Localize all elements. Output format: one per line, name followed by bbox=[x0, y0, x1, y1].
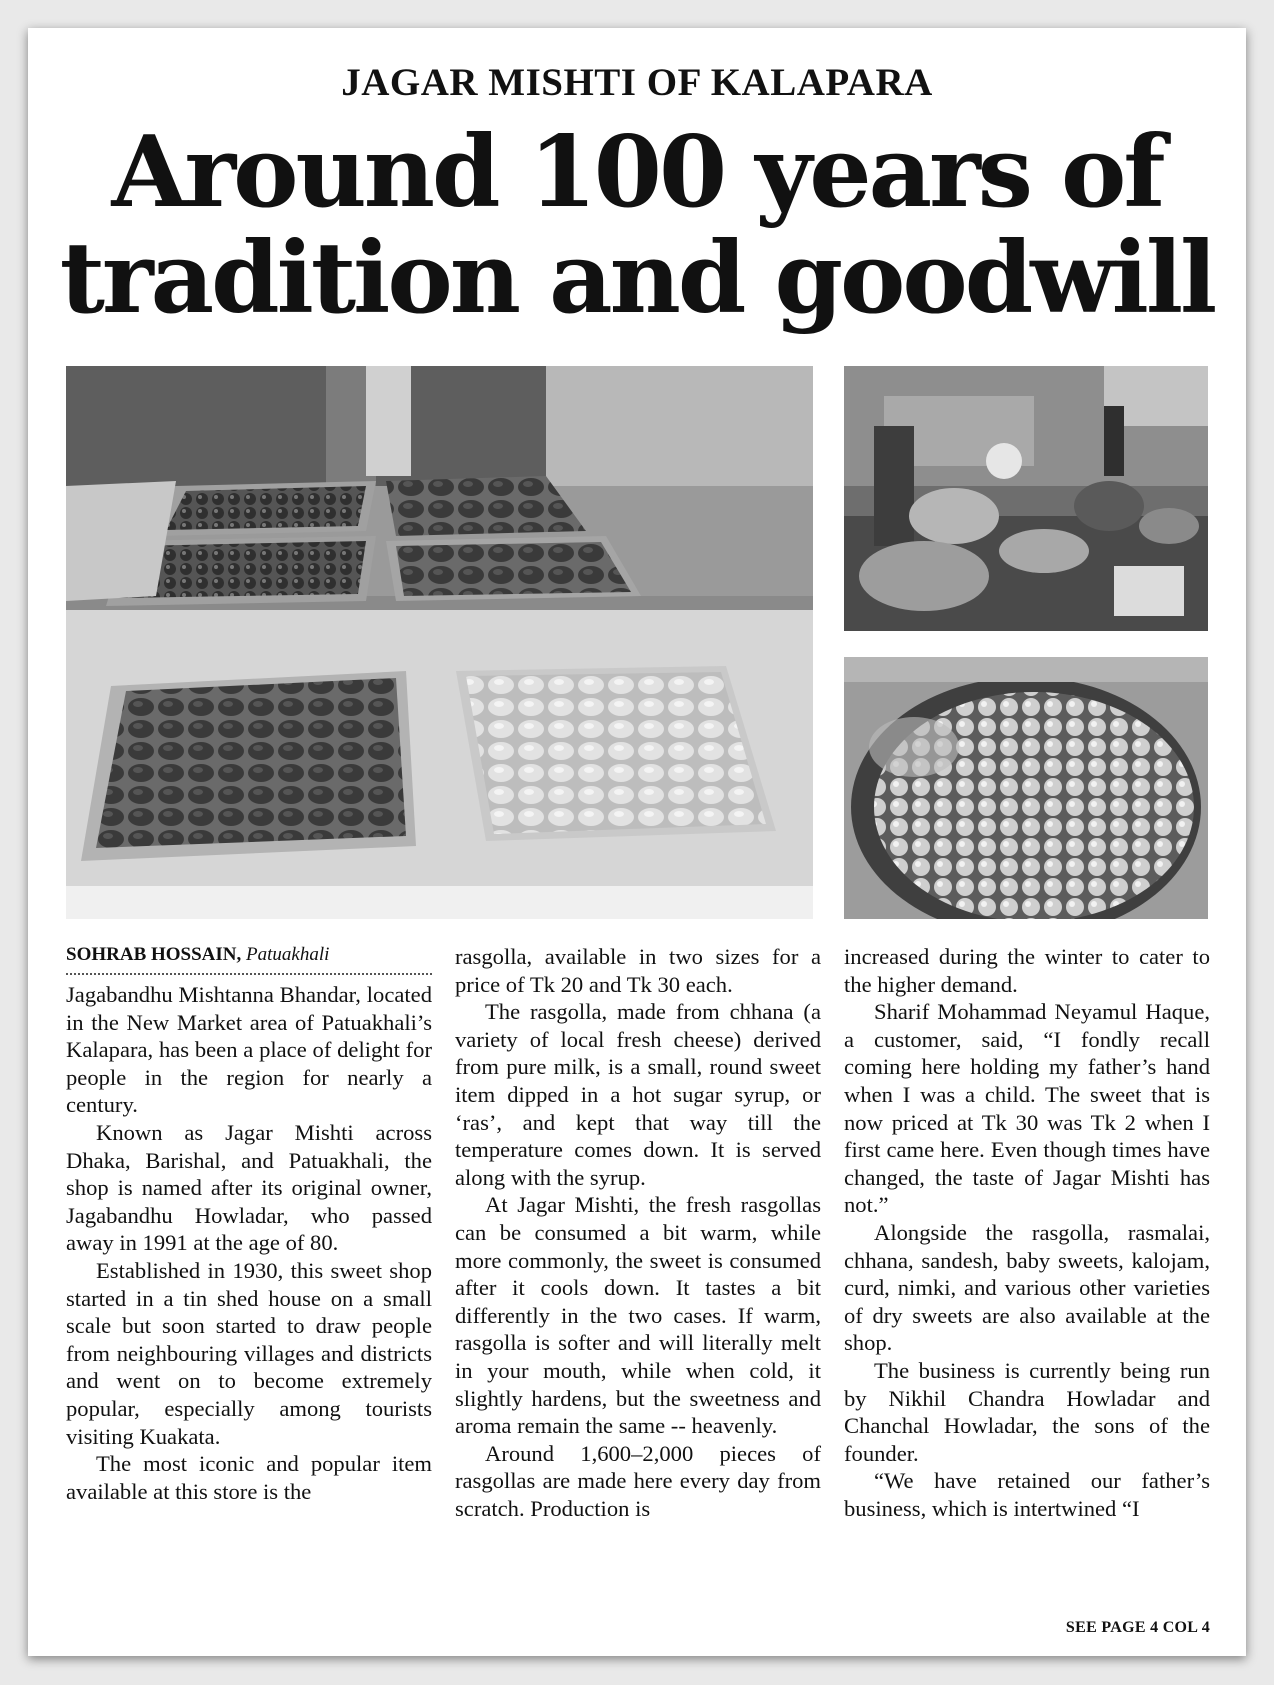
article-column-2 bbox=[455, 943, 821, 1522]
kitchen-workers-photo bbox=[844, 366, 1208, 631]
paragraph: Sharif Mohammad Neyamul Haque, a customer, said, “I fondly recall coming here holding my father’s hand when I was a child. The sweet that is now priced at Tk 30 was Tk 2 when I first came here. Even though times have changed, the taste of Jagar Mishti has not.” bbox=[844, 999, 1210, 1218]
sweets-display-photo bbox=[66, 366, 813, 919]
headline-line-1: Around 100 years of bbox=[111, 115, 1163, 230]
kicker: JAGAR MISHTI OF KALAPARA bbox=[341, 61, 933, 104]
paragraph: Established in 1930, this sweet shop started in a tin shed house on a small scale but soon started to draw people from neighbouring villages and districts and went on to become extremely popular, especially among tourists visiting Kuakata. bbox=[66, 1257, 432, 1449]
paragraph: “We have retained our father’s business, which is intertwined “I bbox=[844, 1468, 1210, 1521]
paragraph: The business is currently being run by Nikhil Chandra Howladar and Chanchal Howladar, the sons of the founder. bbox=[844, 1357, 1210, 1466]
headline bbox=[28, 115, 1246, 336]
paragraph: At Jagar Mishti, the fresh rasgollas can be consumed a bit warm, while more commonly, the sweet is consumed after it cools down. It tastes a bit differently in the two cases. If warm, rasgolla is softer and will literally melt in your mouth, while when cold, it slightly hardens, but the sweetness and aroma remain the same -- heavenly. bbox=[455, 1192, 821, 1439]
newspaper-page bbox=[28, 28, 1246, 1656]
paragraph: The rasgolla, made from chhana (a variety of local fresh cheese) derived from pure milk, is a small, round sweet item dipped in a hot sugar syrup, or ‘ras’, and kept that way till the temperature comes down. It is served along with the syrup. bbox=[455, 999, 821, 1190]
byline-place: Patuakhali bbox=[246, 944, 330, 965]
byline bbox=[66, 943, 432, 975]
rasgolla-pot-photo bbox=[844, 657, 1208, 919]
headline-line-2: tradition and goodwill bbox=[59, 221, 1215, 336]
byline-name: SOHRAB HOSSAIN, bbox=[66, 944, 242, 965]
paragraph: Alongside the rasgolla, rasmalai, chhana, sandesh, baby sweets, kalojam, curd, nimki, and various other varieties of dry sweets are also available at the shop. bbox=[844, 1219, 1210, 1356]
paragraph: Jagabandhu Mishtanna Bhandar, located in the New Market area of Patuakhali’s Kalapara, has been a place of delight for people in the region for nearly a century. bbox=[66, 982, 432, 1118]
article-column-3 bbox=[844, 943, 1210, 1522]
paragraph: Known as Jagar Mishti across Dhaka, Barishal, and Patuakhali, the shop is named after its original owner, Jagabandhu Howladar, who passed away in 1991 at the age of 80. bbox=[66, 1119, 432, 1256]
paragraph: rasgolla, available in two sizes for a price of Tk 20 and Tk 30 each. bbox=[455, 944, 821, 997]
paragraph: The most iconic and popular item available at this store is the bbox=[66, 1451, 432, 1504]
paragraph: increased during the winter to cater to the higher demand. bbox=[844, 944, 1210, 997]
paragraph: Around 1,600–2,000 pieces of rasgollas are made here every day from scratch. Production is bbox=[455, 1440, 821, 1521]
article-column-1 bbox=[66, 943, 432, 1505]
continuation-note: SEE PAGE 4 COL 4 bbox=[1065, 1619, 1210, 1636]
